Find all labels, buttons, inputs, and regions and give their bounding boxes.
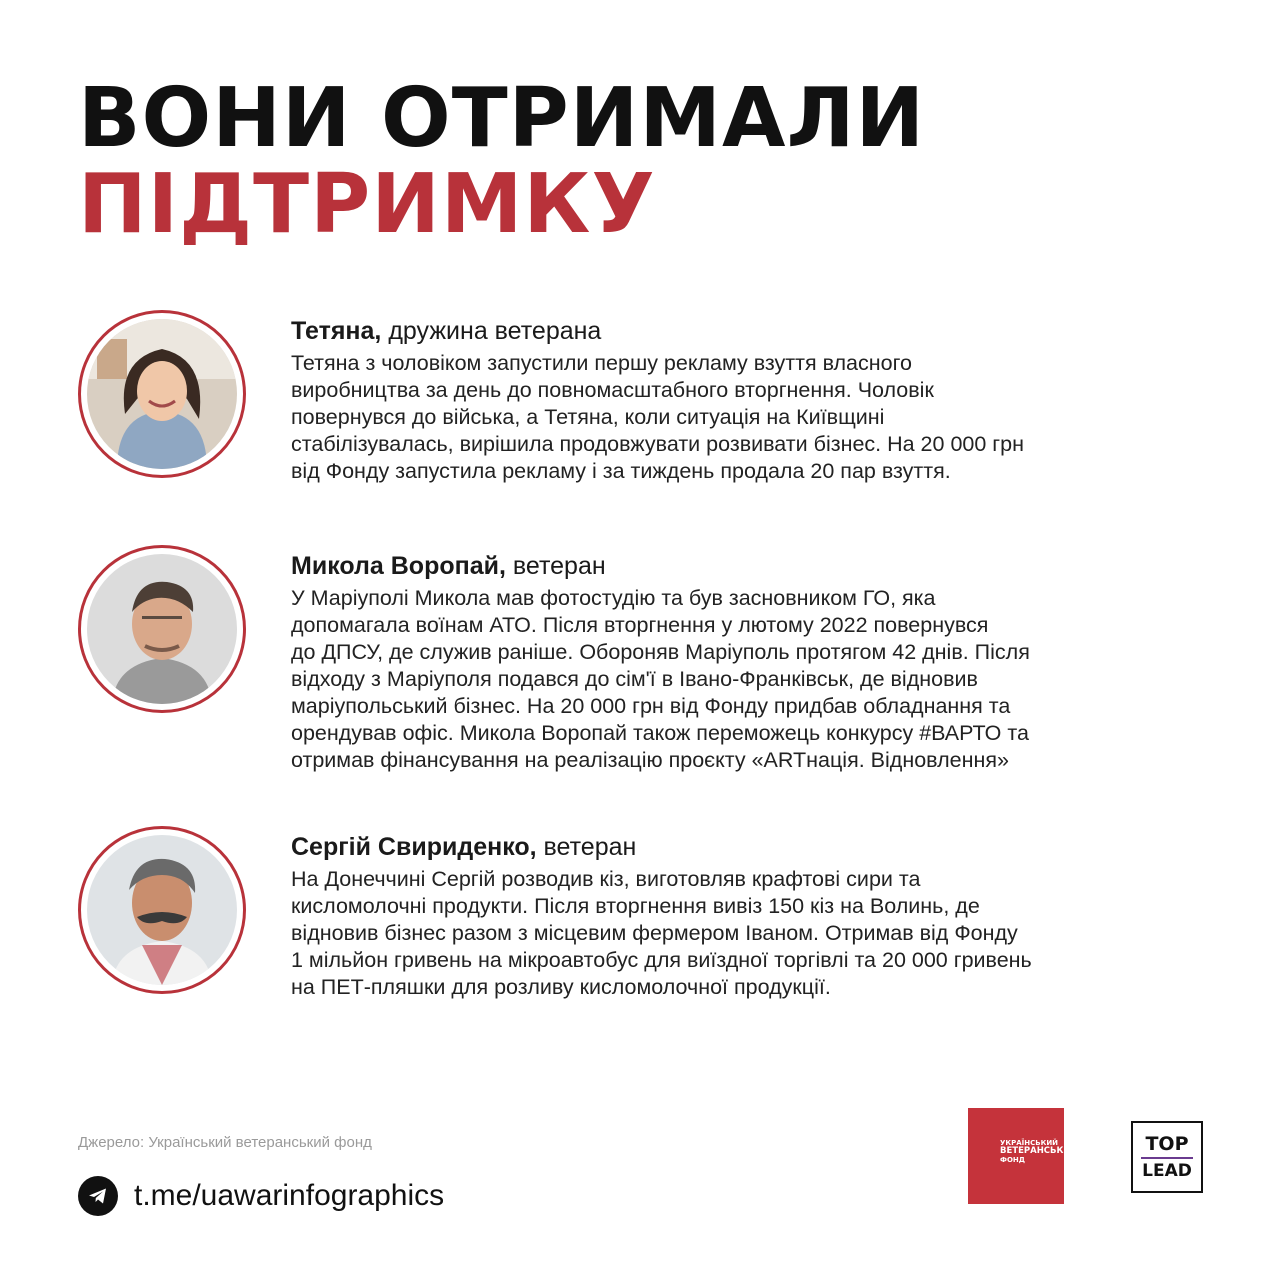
title-line-2: ПІДТРИМКУ <box>78 157 656 252</box>
bio-line: на ПЕТ-пляшки для розливу кисломолочної продукції. <box>291 975 831 999</box>
bio-line: виробництва за день до повномасштабного вторгнення. Чоловік <box>291 378 934 402</box>
bio-line: стабілізувалась, вирішила продовжувати розвивати бізнес. На 20 000 грн <box>291 432 1024 456</box>
bio-line: орендував офіс. Микола Воропай також переможець конкурсу #ВАРТО та <box>291 721 1029 745</box>
avatar-tetiana <box>78 310 246 478</box>
person-heading <box>291 551 1191 581</box>
top-lead-logo-top: TOP <box>1145 1133 1189 1155</box>
bio-line: від Фонду запустила рекламу і за тиждень продала 20 пар взуття. <box>291 459 951 483</box>
page-title <box>78 71 926 252</box>
person-role: ветеран <box>505 552 606 580</box>
telegram-icon <box>78 1176 118 1216</box>
person-heading <box>291 832 1191 862</box>
person-bio <box>291 866 1191 1001</box>
uvf-logo-line: УКРАЇНСЬКИЙ <box>1000 1139 1059 1147</box>
telegram-row[interactable] <box>78 1174 444 1218</box>
portrait-woman-photo <box>87 319 237 469</box>
bio-line: відновив бізнес разом з місцевим фермером Іваном. Отримав від Фонду <box>291 921 1018 945</box>
person-role: дружина ветерана <box>381 317 602 345</box>
person-heading <box>291 316 1191 346</box>
telegram-link[interactable]: t.me/uawarinfographics <box>134 1179 445 1212</box>
ukrainian-veteran-fund-logo-text <box>1000 1139 1100 1164</box>
person-bio <box>291 585 1191 774</box>
bio-line: Тетяна з чоловіком запустили першу рекламу взуття власного <box>291 351 912 375</box>
person-info-mykola <box>291 551 1191 774</box>
bio-line: допомагала воїнам АТО. Після вторгнення у лютому 2022 повернувся <box>291 613 989 637</box>
person-info-serhii <box>291 832 1191 1001</box>
avatar-serhii <box>78 826 246 994</box>
bio-line: повернувся до війська, а Тетяна, коли ситуація на Київщині <box>291 405 885 429</box>
bio-line: 1 мільйон гривень на мікроавтобус для виїздної торгівлі та 20 000 гривень <box>291 948 1032 972</box>
bio-line: отримав фінансування на реалізацію проєкту «ARTнація. Відновлення» <box>291 748 1009 772</box>
title-line-1: ВОНИ ОТРИМАЛИ <box>78 71 926 166</box>
person-name: Сергій Свириденко, <box>291 833 537 861</box>
portrait-man-photo <box>87 554 237 704</box>
top-lead-divider <box>1141 1157 1193 1159</box>
uvf-logo-line: ВЕТЕРАНСЬКИЙ <box>1000 1146 1078 1156</box>
person-info-tetiana <box>291 316 1191 485</box>
person-name: Микола Воропай, <box>291 552 506 580</box>
source-caption: Джерело: Український ветеранський фонд <box>78 1134 372 1151</box>
person-name: Тетяна, <box>291 317 382 345</box>
top-lead-logo <box>1131 1121 1203 1193</box>
portrait-man-moustache-photo <box>87 835 237 985</box>
person-role: ветеран <box>536 833 637 861</box>
bio-line: На Донеччині Сергій розводив кіз, виготовляв крафтові сири та <box>291 867 921 891</box>
person-bio <box>291 350 1191 485</box>
bio-line: маріупольський бізнес. На 20 000 грн від Фонду придбав обладнання та <box>291 694 1011 718</box>
bio-line: кисломолочні продукти. Після вторгнення вивіз 150 кіз на Волинь, де <box>291 894 980 918</box>
top-lead-logo-bottom: LEAD <box>1142 1161 1192 1181</box>
avatar-mykola <box>78 545 246 713</box>
bio-line: У Маріуполі Микола мав фотостудію та був засновником ГО, яка <box>291 586 936 610</box>
bio-line: до ДПСУ, де служив раніше. Обороняв Маріуполь протягом 42 днів. Після <box>291 640 1030 664</box>
bio-line: відходу з Маріуполя подався до сім'ї в Івано-Франківськ, де відновив <box>291 667 978 691</box>
uvf-logo-line: ФОНД <box>1000 1156 1025 1164</box>
